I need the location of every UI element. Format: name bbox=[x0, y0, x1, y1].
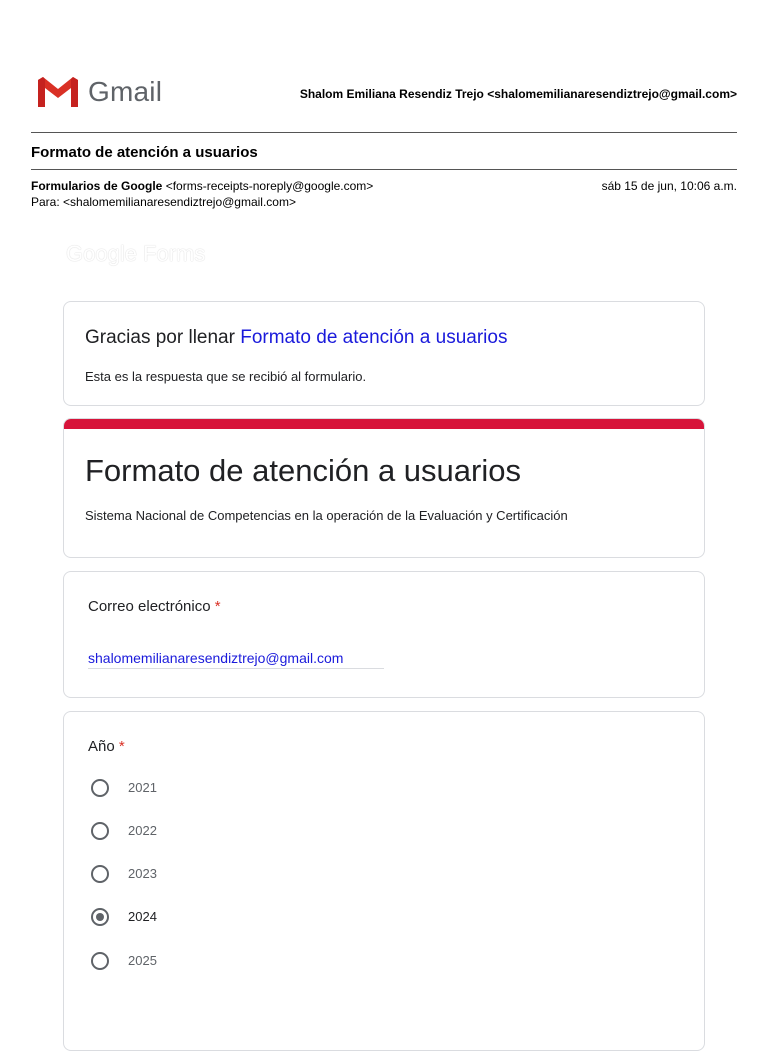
question-title: Año bbox=[88, 738, 115, 755]
required-mark: * bbox=[214, 598, 221, 615]
email-subject: Formato de atención a usuarios bbox=[31, 144, 258, 161]
radio-icon[interactable] bbox=[91, 865, 109, 883]
form-accent-bar bbox=[64, 419, 704, 429]
thanks-card bbox=[63, 301, 705, 406]
sender-line bbox=[31, 179, 373, 193]
radio-option-label: 2022 bbox=[128, 823, 157, 838]
sender-name: Formularios de Google bbox=[31, 179, 163, 193]
thanks-heading bbox=[85, 327, 507, 349]
radio-option-label: 2024 bbox=[128, 909, 157, 924]
gmail-logo-icon bbox=[36, 74, 80, 110]
account-name: Shalom Emiliana Resendiz Trejo <shalomemilianaresendiztrejo@gmail.com> bbox=[299, 87, 737, 101]
required-mark: * bbox=[118, 738, 125, 755]
form-description: Sistema Nacional de Competencias en la operación de la Evaluación y Certificación bbox=[85, 508, 568, 523]
radio-icon[interactable] bbox=[91, 822, 109, 840]
form-title: Formato de atención a usuarios bbox=[85, 453, 521, 488]
radio-checked-icon[interactable] bbox=[91, 908, 109, 926]
question-label bbox=[88, 738, 125, 755]
email-answer[interactable]: shalomemilianaresendiztrejo@gmail.com bbox=[88, 650, 384, 669]
recipient-line bbox=[31, 195, 296, 209]
question-label bbox=[88, 598, 221, 615]
radio-option-label: 2021 bbox=[128, 780, 157, 795]
gmail-wordmark: Gmail bbox=[88, 76, 163, 107]
question-card-year bbox=[63, 711, 705, 1051]
form-header-card bbox=[63, 418, 705, 558]
thanks-prefix: Gracias por llenar bbox=[85, 327, 241, 348]
radio-option-label: 2023 bbox=[128, 866, 157, 881]
divider bbox=[31, 132, 737, 133]
radio-icon[interactable] bbox=[91, 779, 109, 797]
thanks-subtitle: Esta es la respuesta que se recibió al formulario. bbox=[85, 369, 367, 384]
recipient-address: <shalomemilianaresendiztrejo@gmail.com> bbox=[63, 195, 296, 209]
radio-icon[interactable] bbox=[91, 952, 109, 970]
email-date: sáb 15 de jun, 10:06 a.m. bbox=[601, 179, 737, 193]
google-forms-logo: Google Forms bbox=[66, 241, 206, 266]
divider bbox=[31, 169, 737, 170]
question-card-email bbox=[63, 571, 705, 698]
sender-address: <forms-receipts-noreply@google.com> bbox=[165, 179, 374, 193]
question-title: Correo electrónico bbox=[88, 598, 211, 615]
radio-option-label: 2025 bbox=[128, 953, 157, 968]
recipient-label: Para: bbox=[31, 195, 60, 209]
form-link[interactable]: Formato de atención a usuarios bbox=[240, 327, 508, 348]
